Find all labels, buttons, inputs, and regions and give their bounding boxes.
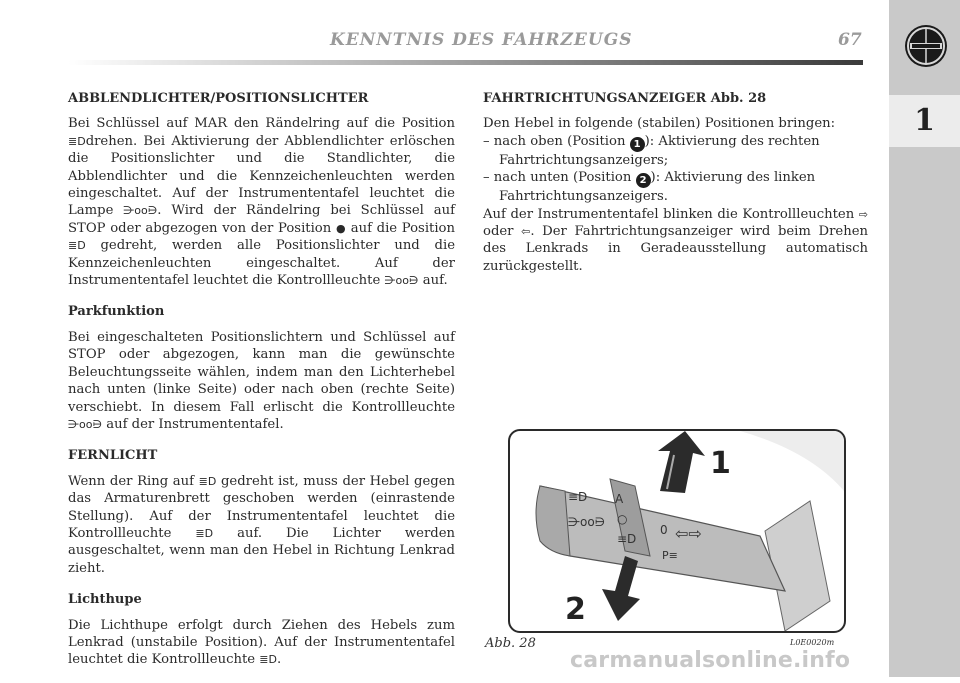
lever-symbol-p: P≡ [662,549,678,562]
page-header-title: KENNTNIS DES FAHRZEUGS [330,30,633,50]
chapter-side-tab [889,0,960,677]
heading-turn-signals: FAHRTRICHTUNGSANZEIGER Abb. 28 [483,91,767,106]
right-column [483,90,868,289]
heading-high-beam: FERNLICHT [68,448,158,464]
text-segment: Bei eingeschalteten Positionslichtern und Schlüssel auf STOP oder abgezogen, kann man die gewünschte Beleuchtungsseite wählen, indem man den Lichterhebel nach unten (linke Seite) oder nach oben (rechte Seite) verschiebt. In diesem Fall erlischt die Kontrollleuchte [68,329,455,415]
position-light-icon: ⋺oo⋻ [123,204,158,218]
position-number-badge: 1 [630,137,645,152]
turn-right-icon: ⇨ [858,207,868,221]
lever-symbol-turn: ⇦⇨ [675,524,702,543]
low-beam-icon: ≣D [68,134,86,148]
text-segment: oder [483,224,522,240]
high-beam-icon: ≣D [259,653,277,667]
text-segment: – nach unten (Position [483,170,636,186]
text-segment: . Der Fahrtrichtungsanzeiger wird beim Drehen des Lenkrads in Geradeausstellung automatisch zurückgestellt. [483,224,869,274]
text-segment: drehen. Bei Aktivierung der Abblendlichter erlöschen die Positionslichter und die Standlichter, die Abblendlichter und die Kennzeichenleuchten werden eingeschaltet. Auf der Instrumententafel leuchtet die Lampe [68,133,455,219]
text-segment: ): Aktivierung des linken Fahrtrichtungsanzeigers. [499,170,816,205]
text-segment: Bei Schlüssel auf MAR den Rändelring auf die Position [68,116,455,132]
chapter-number: 1 [914,103,935,138]
low-beam-icon: ≣D [198,474,217,488]
lever-symbol-zero: 0 [660,523,668,537]
heading-parking: Parkfunktion [68,304,165,320]
lever-symbol-high-beam: ≡D [568,490,588,504]
text-segment: . Wird der Rändelring bei Schlüssel auf STOP oder abgezogen von der Position [68,203,455,236]
off-position-icon: ● [335,221,347,235]
lever-symbol-auto: A [615,492,624,506]
text-segment: gedreht ist, muss der Hebel gegen das Armaturenbrett geschoben werden (einrastende Stellung). Auf der Instrumententafel leuchtet die Kontrollleuchte [68,473,456,541]
paragraph-turn-signals [483,206,868,276]
paragraph-parking [68,329,455,433]
position-light-icon: ⋺oo⋻ [68,417,103,431]
low-beam-icon: ≣D [68,239,86,253]
heading-low-beam: ABBLENDLICHTER/POSITIONSLICHTER [68,91,369,106]
page-number: 67 [838,30,862,50]
callout-1: 1 [710,446,731,481]
text-segment: – nach oben (Position [483,133,630,149]
text-segment: auf der Instrumententafel. [102,416,284,432]
position-number-badge: 2 [636,173,651,188]
lever-symbol-parking: ⋺oo⋻ [568,515,606,529]
text-segment: Wenn der Ring auf [68,473,199,489]
text-segment: gedreht, werden alle Positionslichter und die Kennzeichenleuchten eingeschaltet. Auf der Instrumententafel leuchtet die Kontrollleuchte [68,238,455,289]
list-item [483,133,868,169]
figure-caption: Abb. 28 [485,636,536,651]
heading-flash: Lichthupe [68,592,142,608]
list-item [483,169,868,205]
high-beam-icon: ≣D [195,526,214,540]
header-rule [68,60,863,65]
arrow-up-icon [658,431,705,493]
lever-symbol-off: ○ [617,512,628,526]
text-segment: auf. Die Lichter werden ausgeschaltet, wenn man den Hebel in Richtung Lenkrad zieht. [68,525,455,576]
paragraph-flash [68,617,455,669]
callout-2: 2 [565,592,586,627]
lever-symbol-low-beam: ≡D [617,532,637,546]
text-segment: . [276,652,282,668]
text-segment: Auf der Instrumententafel blinken die Kontrollleuchten [483,206,859,222]
position-light-icon: ⋺oo⋻ [384,274,419,288]
turn-left-icon: ⇦ [521,225,531,239]
paragraph-high-beam [68,473,455,577]
paragraph-low-beam [68,115,455,289]
figure-lever-illustration [508,429,846,633]
watermark: carmanualsonline.info [570,648,851,673]
figure-code: L0E0020m [790,638,835,647]
text-segment: Die Lichthupe erfolgt durch Ziehen des Hebels zum Lenkrad (unstabile Position). Auf der Instrumententafel leuchtet die Kontrollleuchte [68,617,455,668]
text-segment: ): Aktivierung des rechten Fahrtrichtungsanzeigers; [499,133,820,168]
intro-line: Den Hebel in folgende (stabilen) Positionen bringen: [483,116,836,132]
arrow-down-icon [602,556,640,621]
left-column [68,90,455,683]
lancia-logo-icon [904,24,948,68]
text-segment: auf die Position [346,220,455,236]
text-segment: auf. [418,273,448,289]
lever-illustration [510,431,844,631]
